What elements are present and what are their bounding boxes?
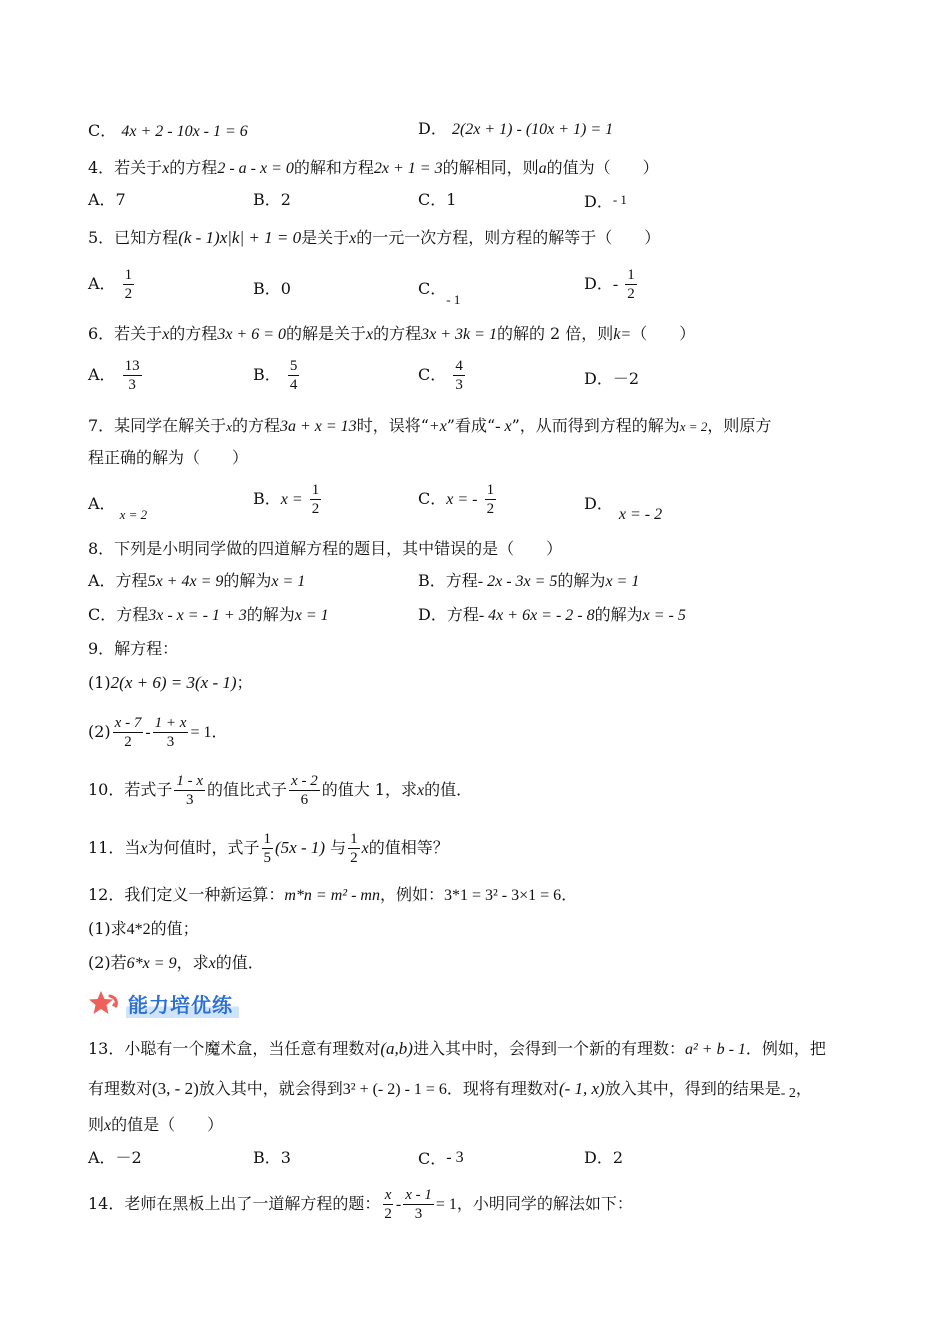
- stem-text: 10．若式子: [88, 780, 173, 799]
- expression: +x: [428, 418, 447, 435]
- stem-text: 13．小聪有一个魔术盒，当任意有理数对: [88, 1039, 381, 1058]
- part-label: (1): [88, 673, 111, 692]
- variable: x: [366, 326, 374, 343]
- fraction: [123, 357, 142, 394]
- stem-text: 的解为: [246, 605, 295, 624]
- fraction: [153, 714, 189, 751]
- denominator: 2: [486, 501, 495, 517]
- stem-text: 的解为: [223, 571, 272, 590]
- stem-text: 的解的 2 倍，则: [496, 324, 614, 343]
- numerator: 4: [455, 358, 463, 374]
- q6-option-b[interactable]: [253, 357, 301, 394]
- fraction: [113, 714, 144, 751]
- q7-stem-line1: [88, 415, 890, 438]
- q8-option-c[interactable]: [88, 604, 329, 627]
- stem-text: 的值．: [424, 780, 473, 799]
- expression: (- 1, x): [558, 1079, 605, 1098]
- solution: x = 1: [271, 573, 306, 590]
- denominator: 3: [128, 377, 136, 393]
- stem-text: 7．某同学在解关于: [88, 416, 227, 435]
- solution: x = - 5: [642, 607, 686, 624]
- variable: x: [416, 782, 425, 799]
- numerator: 1: [124, 267, 133, 283]
- stem-text: 的解为: [594, 605, 643, 624]
- expression: - x: [495, 418, 512, 435]
- stem-text: 是关于: [301, 228, 350, 247]
- stem-text: 进入其中时，会得到一个新的有理数：: [412, 1039, 685, 1058]
- solution: x = 1: [605, 573, 640, 590]
- equation: (k - 1)x|k| + 1 = 0: [178, 228, 302, 247]
- option-label: D．: [584, 192, 613, 211]
- stem-text: 放入其中，就会得到: [198, 1079, 343, 1098]
- numerator: 1: [627, 267, 635, 283]
- stem-text: 11．当: [88, 838, 141, 857]
- fraction: [453, 357, 465, 394]
- operator: -: [395, 1196, 402, 1213]
- numerator: x - 1: [405, 1187, 432, 1203]
- q6-stem: [88, 323, 890, 346]
- stem-text: 有理数对: [88, 1079, 153, 1098]
- stem-text: 的方程: [373, 324, 422, 343]
- equation: 2x + 1 = 3: [373, 160, 443, 177]
- equation-end: = 1: [435, 1196, 457, 1213]
- equation: 2(x + 6) = 3(x - 1): [110, 673, 237, 692]
- option-value: - 1: [612, 192, 627, 207]
- fraction: [174, 772, 205, 809]
- option-label: B．: [253, 489, 281, 508]
- expression: 6*x = 9: [126, 955, 177, 972]
- fraction: [310, 481, 322, 518]
- option-expression: 2(2x + 1) - (10x + 1) = 1: [451, 121, 614, 138]
- stem-text: 的值大 1，求: [321, 780, 417, 799]
- fraction: [123, 266, 135, 303]
- equation-end: = 1．: [190, 724, 228, 741]
- variable: x: [349, 230, 357, 247]
- variable: a: [538, 160, 547, 177]
- option-label: A．: [88, 365, 116, 384]
- punctuation: ，: [795, 1079, 812, 1098]
- stem-text: 的方程: [169, 324, 218, 343]
- q13-option-c[interactable]: [418, 1147, 464, 1170]
- equation: - 4x + 6x = - 2 - 8: [478, 607, 595, 624]
- q6-option-a[interactable]: [88, 357, 144, 394]
- q13-stem-line1: [88, 1038, 890, 1061]
- variable: k=: [613, 326, 632, 343]
- variable: x: [104, 1117, 112, 1134]
- equation: 3x + 6 = 0: [217, 326, 287, 343]
- definition: m*n = m² - mn: [284, 887, 380, 904]
- expression: (a,b): [380, 1039, 413, 1058]
- expression: (3, - 2): [152, 1079, 199, 1098]
- option-label: C．: [88, 121, 117, 140]
- stem-text: ．现将有理数对: [446, 1079, 559, 1098]
- fraction: [403, 1186, 434, 1223]
- fraction: [288, 357, 300, 394]
- option-prefix: x = -: [446, 491, 478, 508]
- equation: 3a + x = 13: [279, 418, 357, 435]
- q7-option-a[interactable]: [88, 493, 148, 522]
- denominator: 3: [185, 792, 194, 808]
- fraction: [262, 830, 274, 867]
- q5-option-a[interactable]: [88, 266, 136, 303]
- denominator: 2: [384, 1206, 392, 1222]
- q11-stem: [88, 826, 890, 871]
- numerator: 1: [263, 831, 271, 847]
- result-value: - 2: [780, 1086, 796, 1101]
- denominator: 3: [414, 1206, 423, 1222]
- q7-option-d[interactable]: [584, 493, 663, 523]
- denominator: 2: [124, 286, 133, 302]
- q6-option-d[interactable]: D．－2: [584, 369, 640, 388]
- stem-text: 的值相等？: [368, 838, 449, 857]
- variable: x: [226, 419, 232, 434]
- stem-text: 时，误将“: [356, 416, 429, 435]
- option-label: C．: [418, 365, 447, 384]
- q5-stem: [88, 227, 890, 250]
- option-label: D．: [584, 274, 613, 293]
- option-value: x = 2: [119, 507, 148, 522]
- q13-option-a[interactable]: A．－2: [88, 1148, 142, 1167]
- numerator: x - 2: [291, 773, 318, 789]
- part-label: (2)若: [88, 953, 127, 972]
- expression: 4*2: [126, 921, 151, 938]
- numerator: 1: [350, 831, 358, 847]
- sign: -: [612, 276, 619, 293]
- q8-option-a[interactable]: [88, 570, 305, 593]
- denominator: 5: [263, 850, 271, 866]
- q14-stem: [88, 1182, 890, 1227]
- equation: 3x + 3k = 1: [421, 326, 497, 343]
- stem-text: ，小明同学的解法如下：: [456, 1194, 633, 1213]
- q13-option-b[interactable]: B．3: [253, 1148, 291, 1167]
- stem-text: ”看成“: [446, 416, 496, 435]
- stem-text: ．例如，把: [745, 1039, 826, 1058]
- variable: x: [162, 160, 170, 177]
- numerator: 1: [311, 482, 320, 498]
- numerator: 1 + x: [154, 715, 187, 731]
- fraction: [382, 1186, 394, 1223]
- option-label: D．: [418, 119, 447, 138]
- stem-text: 12．我们定义一种新运算：: [88, 885, 285, 904]
- stem-text: ，则原方: [707, 416, 772, 435]
- denominator: 2: [311, 501, 320, 517]
- option-value: - 1: [446, 292, 461, 307]
- part-label: (2): [88, 722, 111, 741]
- stem-text: 14．老师在黑板上出了一道解方程的题：: [88, 1194, 381, 1213]
- option-label: D．: [584, 494, 613, 513]
- option-expression: 4x + 2 - 10x - 1 = 6: [121, 123, 248, 140]
- q6-option-c[interactable]: [418, 357, 467, 394]
- variable: x: [208, 955, 216, 972]
- stem-text: 的一元一次方程，则方程的解等于（ ）: [356, 228, 661, 247]
- stem-text: 6．若关于: [88, 324, 163, 343]
- q3-option-d[interactable]: [418, 118, 613, 141]
- stem-text: 的解为: [557, 571, 606, 590]
- stem-text: 的值比式子: [207, 780, 288, 799]
- stem-text: 的解是关于: [286, 324, 367, 343]
- denominator: 3: [166, 734, 175, 750]
- q5-option-c[interactable]: [418, 278, 461, 307]
- q4-option-b[interactable]: B．2: [253, 190, 291, 209]
- stem-text: 的解和方程: [293, 158, 374, 177]
- numerator: 13: [124, 358, 140, 374]
- solution: x = 2: [679, 419, 708, 434]
- stem-text: 放入其中，得到的结果是: [604, 1079, 781, 1098]
- stem-text: 的方程: [231, 416, 280, 435]
- q7-option-b[interactable]: [253, 481, 323, 518]
- fraction: [348, 830, 360, 867]
- stem-text: ”，从而得到方程的解为: [511, 416, 680, 435]
- denominator: 2: [627, 286, 635, 302]
- option-label: A．: [88, 274, 116, 293]
- expression: a² + b - 1: [684, 1041, 746, 1058]
- fraction: [289, 772, 320, 809]
- denominator: 4: [289, 377, 298, 393]
- stem-text: 与: [330, 838, 347, 857]
- expression: 3² + (- 2) - 1 = 6: [342, 1081, 447, 1098]
- denominator: 6: [300, 792, 309, 808]
- stem-text: （ ）: [631, 324, 696, 343]
- q9-part2: [88, 710, 890, 755]
- q13-stem-line2: [88, 1078, 890, 1105]
- option-value: x = - 2: [618, 506, 663, 523]
- stem-text: 为何值时，式子: [147, 838, 260, 857]
- q12-part1: [88, 918, 890, 941]
- stem-text: ，求: [176, 953, 209, 972]
- option-prefix: x =: [280, 491, 303, 508]
- solution: x = 1: [294, 607, 329, 624]
- q13-option-d[interactable]: D．2: [584, 1148, 624, 1167]
- star-icon: [88, 990, 122, 1016]
- expression: x: [361, 840, 369, 857]
- q8-option-b[interactable]: [418, 570, 639, 593]
- punctuation: ．: [561, 885, 578, 904]
- q5-option-d[interactable]: [584, 266, 639, 303]
- stem-text: 的值．: [215, 953, 264, 972]
- q9-stem: 9．解方程：: [88, 639, 179, 658]
- section-title: 能力培优练: [126, 989, 239, 1018]
- part-label: (1)求: [88, 919, 127, 938]
- punctuation: ；: [236, 673, 253, 692]
- q13-stem-line3: [88, 1114, 890, 1137]
- equation: 5x + 4x = 9: [147, 573, 224, 590]
- option-label: C．: [418, 489, 447, 508]
- stem-text: 的解相同，则: [442, 158, 539, 177]
- variable: x: [162, 326, 170, 343]
- numerator: 1 - x: [176, 773, 204, 789]
- fraction: [485, 481, 497, 518]
- expression: (5x - 1): [275, 838, 326, 857]
- option-label: B．: [253, 365, 281, 384]
- q9-part1: [88, 672, 890, 694]
- q12-stem: [88, 884, 890, 907]
- option-label: C．: [418, 1149, 447, 1168]
- example: 3*1 = 3² - 3×1 = 6: [443, 887, 562, 904]
- stem-text: 的值为（ ）: [546, 158, 659, 177]
- stem-text: 的值；: [150, 919, 199, 938]
- fraction: [625, 266, 637, 303]
- option-label: C．: [418, 279, 447, 298]
- stem-text: 则: [88, 1115, 105, 1134]
- option-label: A．: [88, 494, 116, 513]
- option-label: C．方程: [88, 605, 149, 624]
- denominator: 2: [350, 850, 358, 866]
- numerator: 5: [289, 358, 298, 374]
- q7-option-c[interactable]: [418, 481, 498, 518]
- numerator: 1: [486, 482, 495, 498]
- equation: - 2x - 3x = 5: [477, 573, 558, 590]
- stem-text: 4．若关于: [88, 158, 163, 177]
- option-label: D．方程: [418, 605, 479, 624]
- q4-stem: [88, 157, 890, 180]
- numerator: x: [384, 1187, 392, 1203]
- stem-text: 的方程: [169, 158, 218, 177]
- stem-text: 5．已知方程: [88, 228, 179, 247]
- q4-option-a[interactable]: A．7: [88, 190, 126, 209]
- q5-option-b[interactable]: B．0: [253, 279, 291, 298]
- denominator: 2: [124, 734, 132, 750]
- variable: x: [140, 840, 148, 857]
- denominator: 3: [455, 377, 463, 393]
- q8-option-d[interactable]: [418, 604, 686, 627]
- numerator: x - 7: [114, 715, 142, 731]
- section-header: [88, 988, 239, 1018]
- q3-option-c[interactable]: [88, 120, 248, 143]
- q7-stem-line2: 程正确的解为（ ）: [88, 448, 249, 467]
- q4-option-c[interactable]: C．1: [418, 190, 457, 209]
- stem-text: ，例如：: [379, 885, 444, 904]
- option-value: - 3: [446, 1149, 464, 1166]
- q8-stem: 8．下列是小明同学做的四道解方程的题目，其中错误的是（ ）: [88, 539, 563, 558]
- equation: 3x - x = - 1 + 3: [148, 607, 247, 624]
- q10-stem: [88, 768, 890, 813]
- equation: 2 - a - x = 0: [217, 160, 294, 177]
- operator: -: [145, 724, 151, 741]
- q4-option-d[interactable]: [584, 189, 627, 213]
- option-label: B．方程: [418, 571, 478, 590]
- stem-text: 的值是（ ）: [111, 1115, 224, 1134]
- option-label: A．方程: [88, 571, 148, 590]
- q12-part2: [88, 952, 890, 975]
